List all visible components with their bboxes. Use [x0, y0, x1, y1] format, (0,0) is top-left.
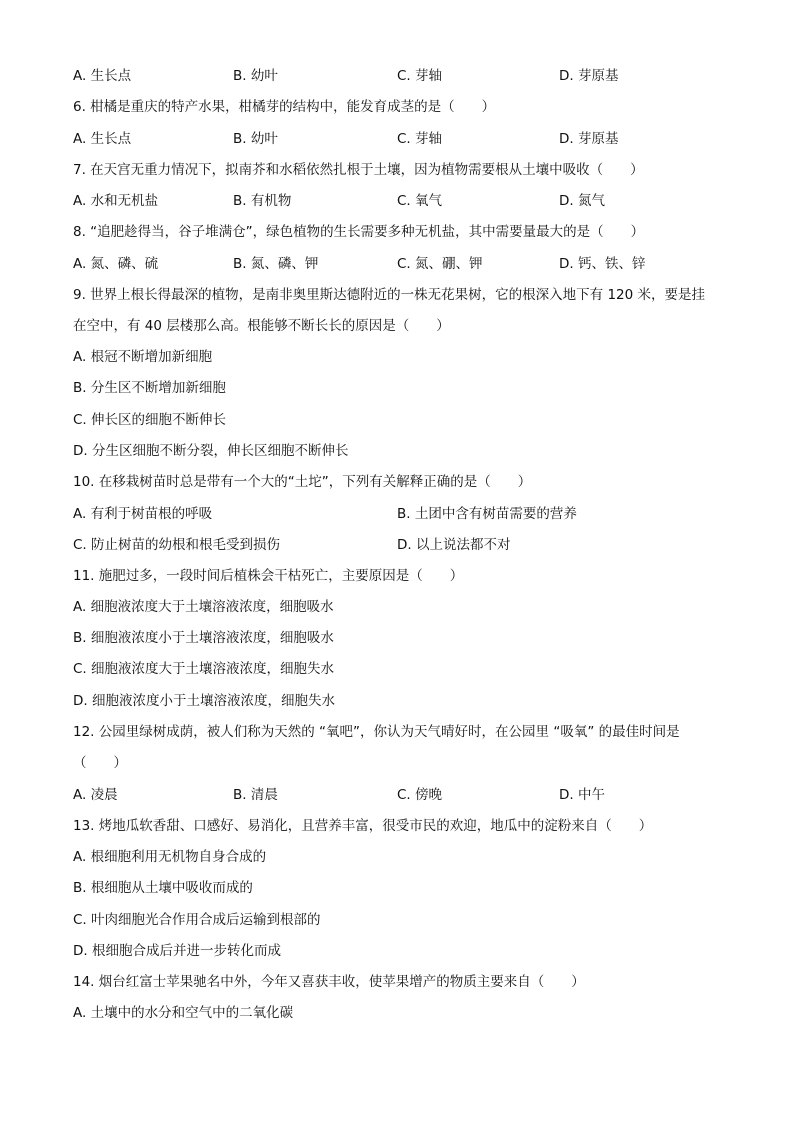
option-d: D. 细胞液浓度小于土壤溶液浓度，细胞失水: [73, 693, 335, 709]
option-c: C. 叶肉细胞光合作用合成后运输到根部的: [73, 912, 321, 928]
question-stem: 11. 施肥过多，一段时间后植株会干枯死亡，主要原因是（ ）: [73, 568, 464, 584]
option-d: D. 分生区细胞不断分裂，伸长区细胞不断伸长: [73, 443, 349, 459]
option-a: A. 有利于树苗根的呼吸: [73, 506, 213, 522]
question-stem-line-1: 12. 公园里绿树成荫，被人们称为天然的 “氧吧”，你认为天气晴好时，在公园里 “吸氧” 的最佳时间是: [73, 724, 680, 740]
option-a: A. 生长点: [73, 68, 132, 84]
option-a: A. 细胞液浓度大于土壤溶液浓度，细胞吸水: [73, 599, 334, 615]
option-d: D. 钙、铁、锌: [559, 256, 646, 272]
option-c: C. 氧气: [397, 193, 443, 209]
option-d: D. 根细胞合成后并进一步转化而成: [73, 943, 281, 959]
option-b: B. 细胞液浓度小于土壤溶液浓度，细胞吸水: [73, 630, 334, 646]
option-a: A. 根细胞利用无机物自身合成的: [73, 849, 267, 865]
option-b: B. 氮、磷、钾: [233, 256, 319, 272]
option-a: A. 土壤中的水分和空气中的二氧化碳: [73, 1005, 294, 1021]
question-stem: 14. 烟台红富士苹果驰名中外，今年又喜获丰收，使苹果增产的物质主要来自（ ）: [73, 974, 585, 990]
option-b: B. 根细胞从土壤中吸收而成的: [73, 880, 253, 896]
option-a: A. 生长点: [73, 131, 132, 147]
option-c: C. 细胞液浓度大于土壤溶液浓度，细胞失水: [73, 661, 335, 677]
option-d: D. 氮气: [559, 193, 605, 209]
option-c: C. 氮、硼、钾: [397, 256, 483, 272]
option-c: C. 芽轴: [397, 131, 443, 147]
option-b: B. 幼叶: [233, 131, 278, 147]
option-c: C. 芽轴: [397, 68, 443, 84]
option-b: B. 幼叶: [233, 68, 278, 84]
question-stem-line-2: 在空中，有 40 层楼那么高。根能够不断长长的原因是（ ）: [73, 318, 450, 334]
option-d: D. 芽原基: [559, 68, 619, 84]
option-a: A. 根冠不断增加新细胞: [73, 349, 213, 365]
option-b: B. 分生区不断增加新细胞: [73, 380, 226, 396]
question-stem: 13. 烤地瓜软香甜、口感好、易消化，且营养丰富，很受市民的欢迎，地瓜中的淀粉来自（ ）: [73, 818, 653, 834]
option-a: A. 凌晨: [73, 787, 118, 803]
question-stem-line-1: 9. 世界上根长得最深的植物，是南非奥里斯达德附近的一株无花果树，它的根深入地下有 120 米，要是挂: [73, 287, 706, 303]
option-b: B. 清晨: [233, 787, 278, 803]
option-c: C. 伸长区的细胞不断伸长: [73, 412, 227, 428]
question-stem: 6. 柑橘是重庆的特产水果，柑橘芽的结构中，能发育成茎的是（ ）: [73, 99, 496, 115]
option-a: A. 氮、磷、硫: [73, 256, 159, 272]
option-d: D. 芽原基: [559, 131, 619, 147]
option-b: B. 有机物: [233, 193, 292, 209]
option-c: C. 防止树苗的幼根和根毛受到损伤: [73, 537, 281, 553]
option-d: D. 以上说法都不对: [397, 537, 511, 553]
option-b: B. 土团中含有树苗需要的营养: [397, 506, 577, 522]
question-stem: 8. “追肥趁得当，谷子堆满仓”，绿色植物的生长需要多种无机盐，其中需要量最大的是（ ）: [73, 224, 645, 240]
question-stem-line-2: （ ）: [73, 755, 127, 771]
question-stem: 7. 在天宫无重力情况下，拟南芥和水稻依然扎根于土壤，因为植物需要根从土壤中吸收（ ）: [73, 162, 644, 178]
option-d: D. 中午: [559, 787, 605, 803]
option-a: A. 水和无机盐: [73, 193, 159, 209]
question-stem: 10. 在移栽树苗时总是带有一个大的“土坨”，下列有关解释正确的是（ ）: [73, 474, 532, 490]
option-c: C. 傍晚: [397, 787, 443, 803]
